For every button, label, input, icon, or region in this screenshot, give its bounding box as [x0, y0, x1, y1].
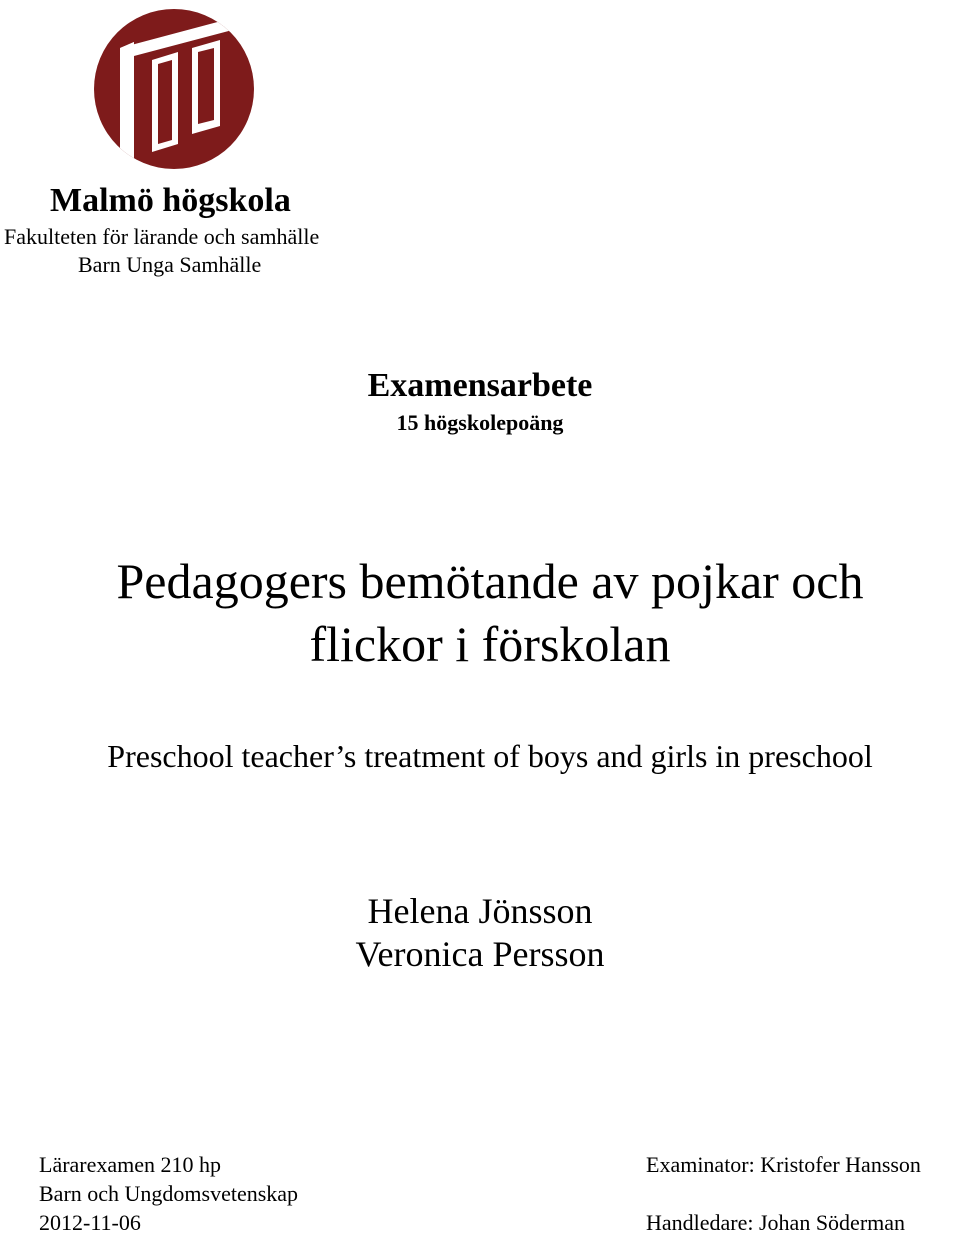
submission-date: 2012-11-06 [39, 1210, 141, 1235]
title-english: Preschool teacher’s treatment of boys and girls in preschool [107, 738, 873, 774]
author-name: Veronica Persson [355, 934, 605, 974]
thesis-credits: 15 högskolepoäng [396, 410, 564, 435]
author-name: Helena Jönsson [367, 891, 593, 931]
examiner-info: Examinator: Kristofer Hansson [646, 1152, 921, 1177]
university-logo [92, 8, 256, 170]
faculty-name: Fakulteten för lärande och samhälle [4, 224, 320, 249]
subject-info: Barn och Ungdomsvetenskap [39, 1181, 299, 1206]
thesis-type: Examensarbete [367, 367, 593, 404]
supervisor-info: Handledare: Johan Söderman [646, 1210, 906, 1235]
university-name: Malmö högskola [50, 182, 291, 219]
title-swedish-line-1: Pedagogers bemötande av pojkar och [116, 553, 864, 609]
title-swedish-line-2: flickor i förskolan [309, 616, 671, 672]
degree-info: Lärarexamen 210 hp [39, 1152, 222, 1177]
program-name: Barn Unga Samhälle [78, 252, 262, 277]
